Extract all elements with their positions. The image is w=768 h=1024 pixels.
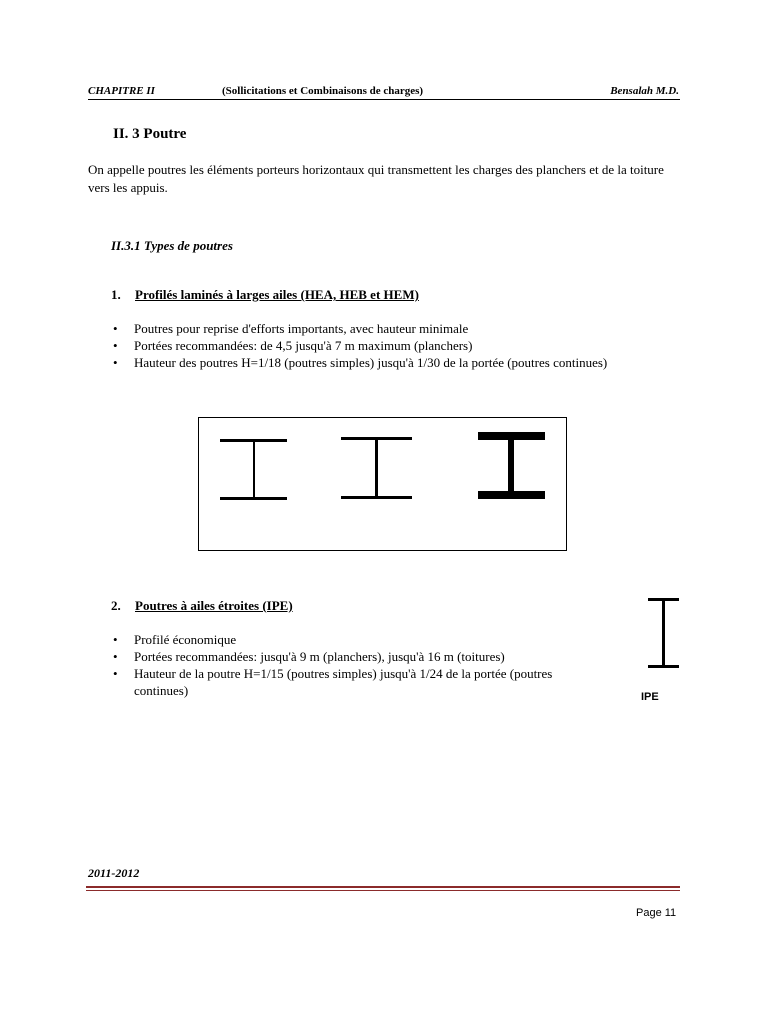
list-item: • Portées recommandées: jusqu'à 9 m (planchers), jusqu'à 16 m (toitures)	[113, 649, 505, 664]
page-number: Page 11	[636, 907, 677, 919]
hea-profile-icon	[220, 439, 287, 500]
type-1-heading	[111, 287, 419, 303]
header-author: Bensalah M.D.	[610, 85, 679, 97]
type-1-bullet-list	[113, 320, 679, 371]
header-rule	[88, 99, 680, 100]
list-item: • Portées recommandées: de 4,5 jusqu'à 7 m maximum (planchers)	[113, 338, 473, 353]
bullet-icon: •	[113, 355, 118, 370]
footer-year: 2011-2012	[88, 866, 140, 880]
footer-rule-thin	[86, 890, 680, 891]
type-2-number: 2.	[111, 598, 121, 613]
ipe-profile-icon	[645, 597, 685, 671]
header-chapter: CHAPITRE II	[88, 85, 155, 97]
list-item: • Poutres pour reprise d'efforts importants, avec hauteur minimale	[113, 321, 469, 336]
type-1-title: Profilés laminés à larges ailes (HEA, HEB et HEM)	[135, 287, 419, 302]
type-2-title: Poutres à ailes étroites (IPE)	[135, 598, 293, 613]
type-2-bullet-list	[113, 631, 573, 699]
bullet-icon: •	[113, 321, 118, 336]
wide-flange-profiles-drawing	[199, 418, 566, 550]
list-item: • Hauteur des poutres H=1/18 (poutres simples) jusqu'à 1/30 de la portée (poutres continues)	[113, 355, 608, 370]
subsection-title: II.3.1 Types de poutres	[111, 238, 233, 253]
list-item: • Profilé économique	[113, 632, 237, 647]
type-1-number: 1.	[111, 287, 121, 302]
section-title: II. 3 Poutre	[113, 126, 187, 142]
wide-flange-figure	[198, 417, 567, 551]
heb-profile-icon	[341, 437, 412, 499]
type-2-heading	[111, 598, 293, 614]
ipe-label: IPE	[641, 691, 659, 703]
intro-paragraph: On appelle poutres les éléments porteurs horizontaux qui transmettent les charges des planchers et de la toiture vers les appuis.	[88, 162, 664, 195]
bullet-icon: •	[113, 338, 118, 353]
bullet-icon: •	[113, 632, 118, 647]
bullet-icon: •	[113, 666, 118, 681]
hem-profile-icon	[478, 432, 545, 499]
bullet-icon: •	[113, 649, 118, 664]
footer-rule-thick	[86, 886, 680, 888]
header-subject: (Sollicitations et Combinaisons de charges)	[222, 85, 424, 97]
list-item: • Hauteur de la poutre H=1/15 (poutres simples) jusqu'à 1/24 de la portée (poutres continues)	[113, 666, 553, 698]
